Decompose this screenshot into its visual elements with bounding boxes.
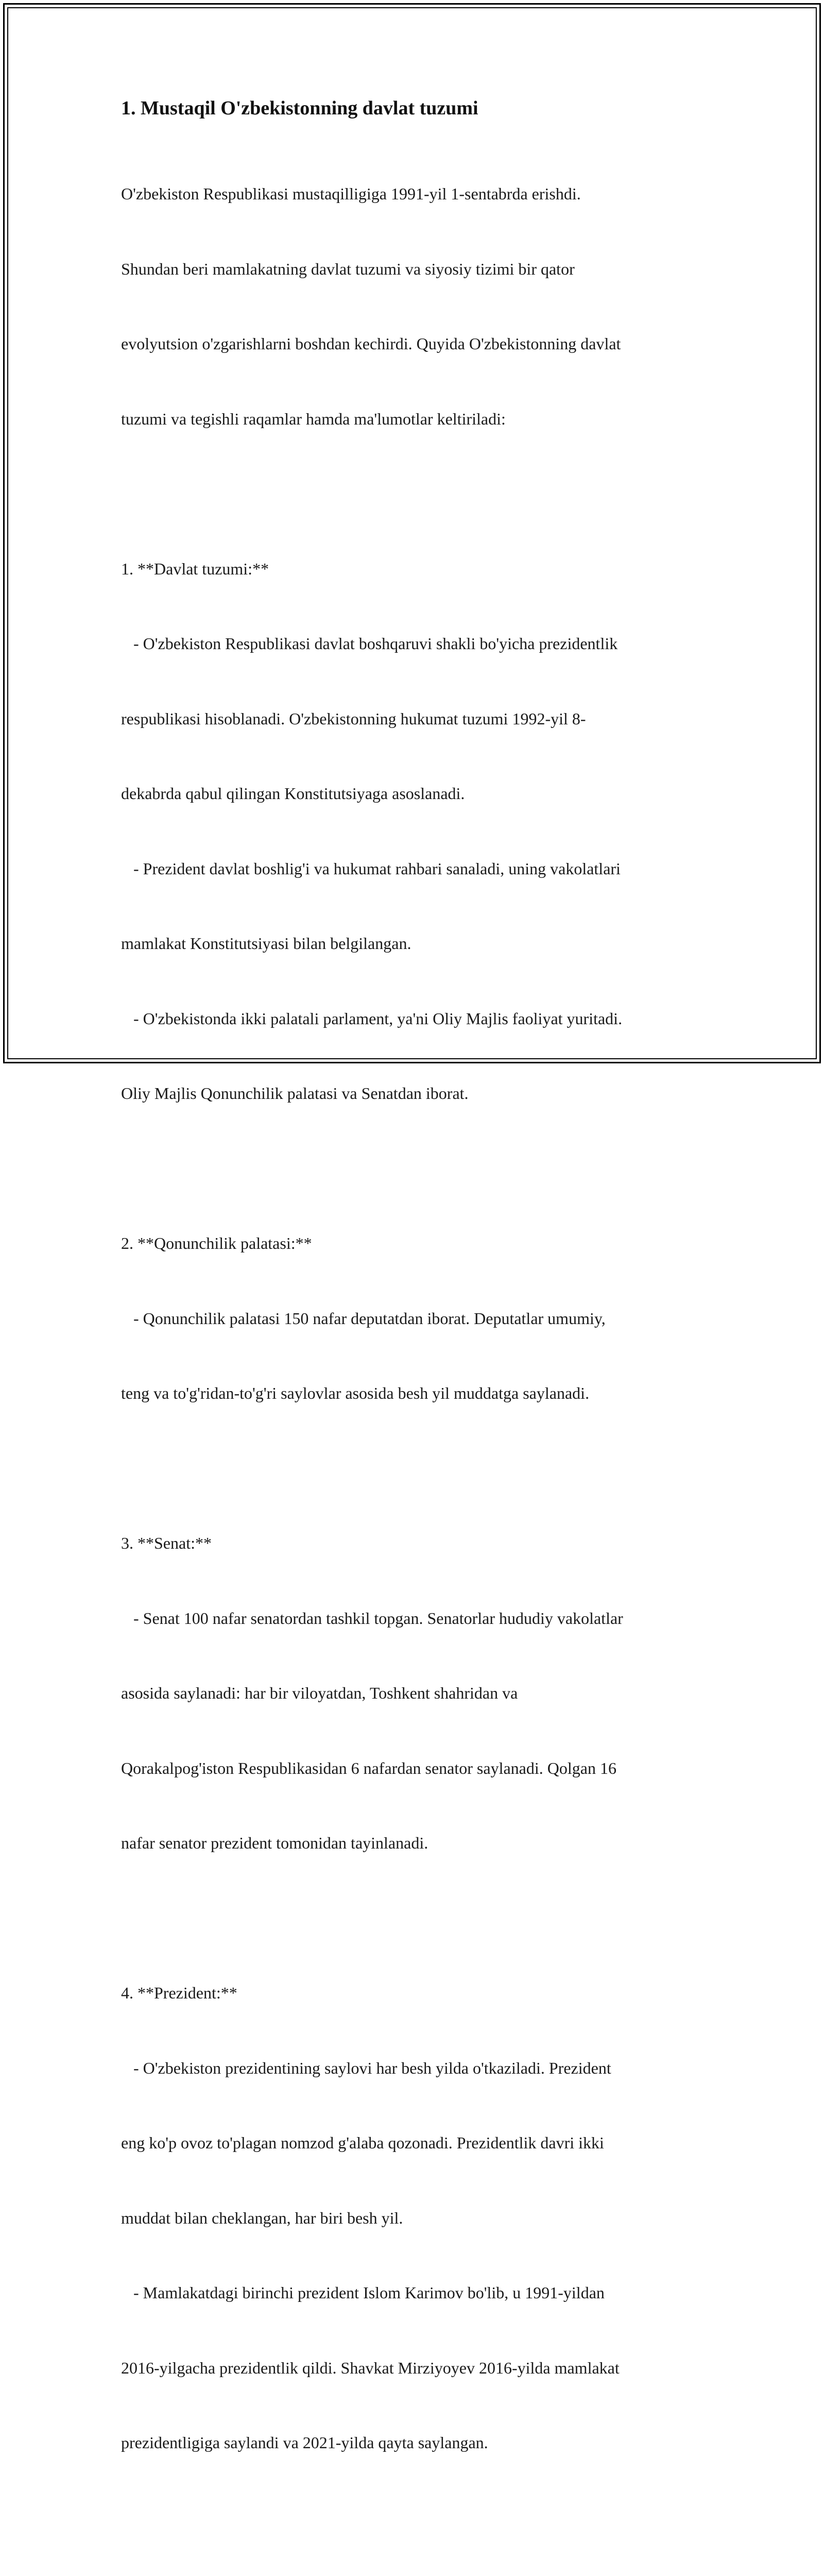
section-line: eng ko'p ovoz to'plagan nomzod g'alaba qozonadi. Prezidentlik davri ikki <box>121 2133 604 2152</box>
section-line: Oliy Majlis Qonunchilik palatasi va Senatdan iborat. <box>121 1084 469 1103</box>
section-line: 2. **Qonunchilik palatasi:** <box>121 1234 312 1252</box>
section-line: 1. **Davlat tuzumi:** <box>121 559 269 578</box>
section-line: - Qonunchilik palatasi 150 nafar deputatdan iborat. Deputatlar umumiy, <box>121 1309 606 1328</box>
intro-line: Shundan beri mamlakatning davlat tuzumi va siyosiy tizimi bir qator <box>121 259 575 278</box>
paragraph-gap <box>121 1456 703 1481</box>
intro-paragraph <box>121 131 703 481</box>
section-line: 4. **Prezident:** <box>121 1984 237 2002</box>
section-davlat-tuzumi <box>121 506 703 1156</box>
section-line: asosida saylanadi: har bir viloyatdan, Toshkent shahridan va <box>121 1684 518 1702</box>
section-line: - Senat 100 nafar senatordan tashkil topgan. Senatorlar hududiy vakolatlar <box>121 1608 623 1628</box>
section-line: muddat bilan cheklangan, har biri besh yil. <box>121 2208 403 2227</box>
section-line: prezidentligiga saylandi va 2021-yilda qayta saylangan. <box>121 2433 488 2452</box>
section-line: respublikasi hisoblanadi. O'zbekistonning hukumat tuzumi 1992-yil 8- <box>121 709 586 728</box>
section-line: - Prezident davlat boshlig'i va hukumat rahbari sanaladi, uning vakolatlari <box>121 859 621 878</box>
intro-line: evolyutsion o'zgarishlarni boshdan kechirdi. Quyida O'zbekistonning davlat <box>121 334 621 353</box>
paragraph-gap <box>121 1156 703 1181</box>
section-hududiy-bolinishlar <box>121 2530 703 2576</box>
section-line: - O'zbekistonda ikki palatali parlament, ya'ni Oliy Majlis faoliyat yuritadi. <box>121 1009 623 1028</box>
intro-line: O'zbekiston Respublikasi mustaqilligiga 1991-yil 1-sentabrda erishdi. <box>121 184 581 203</box>
section-line: 3. **Senat:** <box>121 1534 212 1552</box>
section-line: mamlakat Konstitutsiyasi bilan belgilangan. <box>121 934 411 953</box>
section-line: - O'zbekiston Respublikasi davlat boshqaruvi shakli bo'yicha prezidentlik <box>121 634 618 653</box>
paragraph-gap <box>121 2505 703 2531</box>
section-senat <box>121 1481 703 1906</box>
section-qonunchilik-palatasi <box>121 1181 703 1456</box>
section-line: teng va to'g'ridan-to'g'ri saylovlar asosida besh yil muddatga saylanadi. <box>121 1384 590 1402</box>
document-heading: 1. Mustaqil O'zbekistonning davlat tuzumi <box>121 97 478 119</box>
intro-line: tuzumi va tegishli raqamlar hamda ma'lumotlar keltiriladi: <box>121 409 506 428</box>
section-line: dekabrda qabul qilingan Konstitutsiyaga asoslanadi. <box>121 784 465 803</box>
document-body <box>121 95 703 2576</box>
section-line: nafar senator prezident tomonidan tayinlanadi. <box>121 1834 428 1852</box>
section-prezident <box>121 1930 703 2505</box>
section-line: Qorakalpog'iston Respublikasidan 6 nafardan senator saylanadi. Qolgan 16 <box>121 1758 616 1777</box>
paragraph-gap <box>121 481 703 506</box>
section-line: - Mamlakatdagi birinchi prezident Islom Karimov bo'lib, u 1991-yildan <box>121 2283 605 2302</box>
section-line: - O'zbekiston prezidentining saylovi har besh yilda o'tkaziladi. Prezident <box>121 2058 611 2077</box>
section-line: 2016-yilgacha prezidentlik qildi. Shavkat Mirziyoyev 2016-yilda mamlakat <box>121 2358 620 2377</box>
paragraph-gap <box>121 1906 703 1931</box>
